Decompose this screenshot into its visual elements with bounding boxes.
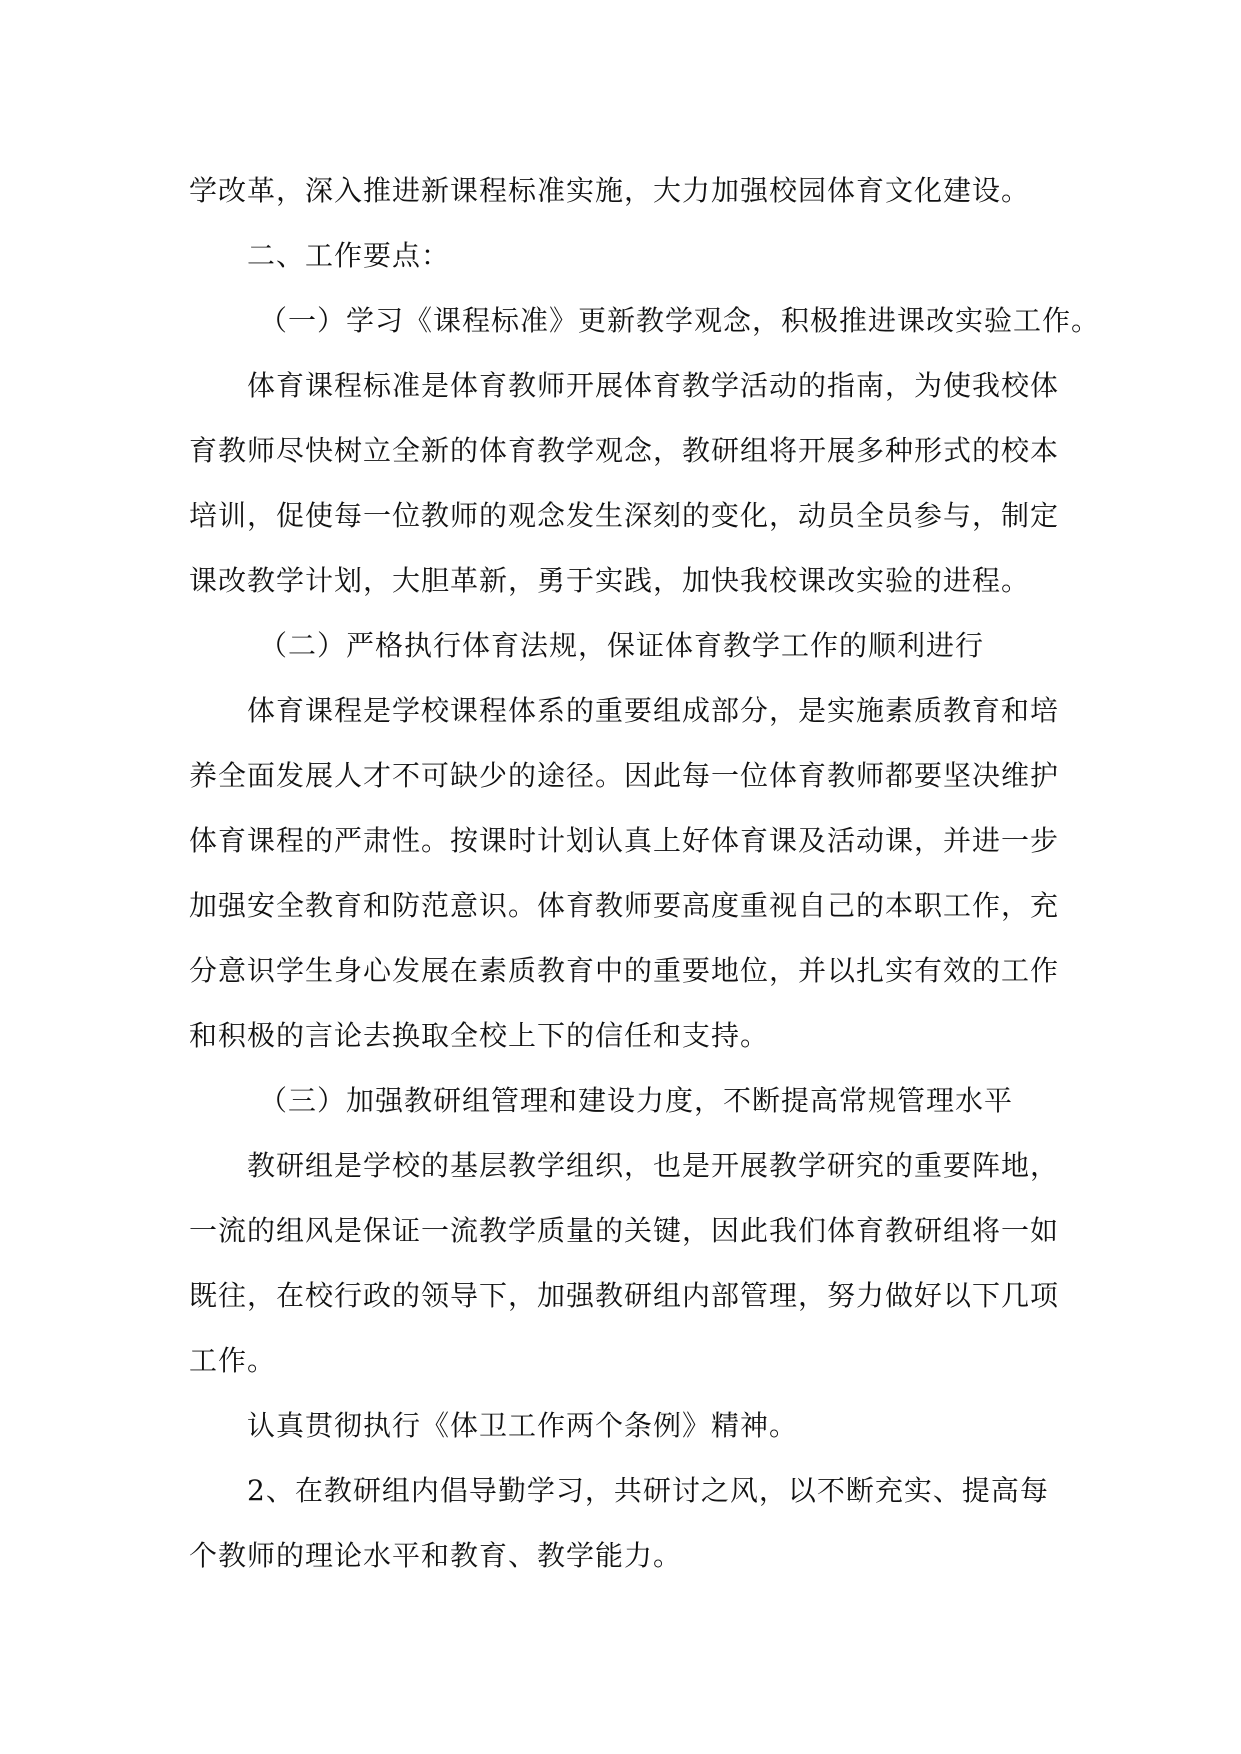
paragraph-line: 个教师的理论水平和教育、教学能力。 bbox=[189, 1539, 683, 1572]
document-body bbox=[189, 158, 1101, 1588]
paragraph-line: 加强安全教育和防范意识。体育教师要高度重视自己的本职工作，充 bbox=[189, 889, 1060, 922]
paragraph-line: 养全面发展人才不可缺少的途径。因此每一位体育教师都要坚决维护 bbox=[189, 759, 1060, 792]
subsection-heading: （三）加强教研组管理和建设力度，不断提高常规管理水平 bbox=[259, 1084, 1014, 1117]
paragraph-line: 工作。 bbox=[189, 1344, 277, 1377]
paragraph-line: 培训，促使每一位教师的观念发生深刻的变化，动员全员参与，制定 bbox=[189, 499, 1060, 532]
subsection-heading: （二）严格执行体育法规，保证体育教学工作的顺利进行 bbox=[259, 629, 985, 662]
paragraph-line: 分意识学生身心发展在素质教育中的重要地位，并以扎实有效的工作 bbox=[189, 954, 1060, 987]
paragraph-line: 学改革，深入推进新课程标准实施，大力加强校园体育文化建设。 bbox=[189, 174, 1031, 207]
paragraph-line: 体育课程是学校课程体系的重要组成部分，是实施素质教育和培 bbox=[247, 694, 1060, 727]
paragraph-line: 2、在教研组内倡导勤学习，共研讨之风，以不断充实、提高每 bbox=[247, 1474, 1049, 1507]
section-heading: 二、工作要点： bbox=[247, 239, 451, 272]
paragraph-line: 体育课程的严肃性。按课时计划认真上好体育课及活动课，并进一步 bbox=[189, 824, 1060, 857]
paragraph-line: 课改教学计划，大胆革新，勇于实践，加快我校课改实验的进程。 bbox=[189, 564, 1031, 597]
subsection-heading: （一）学习《课程标准》更新教学观念，积极推进课改实验工作。 bbox=[259, 304, 1101, 337]
paragraph-line: 和积极的言论去换取全校上下的信任和支持。 bbox=[189, 1019, 770, 1052]
paragraph-line: 育教师尽快树立全新的体育教学观念，教研组将开展多种形式的校本 bbox=[189, 434, 1060, 467]
paragraph-line: 体育课程标准是体育教师开展体育教学活动的指南，为使我校体 bbox=[247, 369, 1060, 402]
paragraph-line: 认真贯彻执行《体卫工作两个条例》精神。 bbox=[247, 1409, 799, 1442]
paragraph-line: 既往，在校行政的领导下，加强教研组内部管理，努力做好以下几项 bbox=[189, 1279, 1060, 1312]
paragraph-line: 一流的组风是保证一流教学质量的关键，因此我们体育教研组将一如 bbox=[189, 1214, 1060, 1247]
paragraph-line: 教研组是学校的基层教学组织，也是开展教学研究的重要阵地， bbox=[247, 1149, 1060, 1182]
